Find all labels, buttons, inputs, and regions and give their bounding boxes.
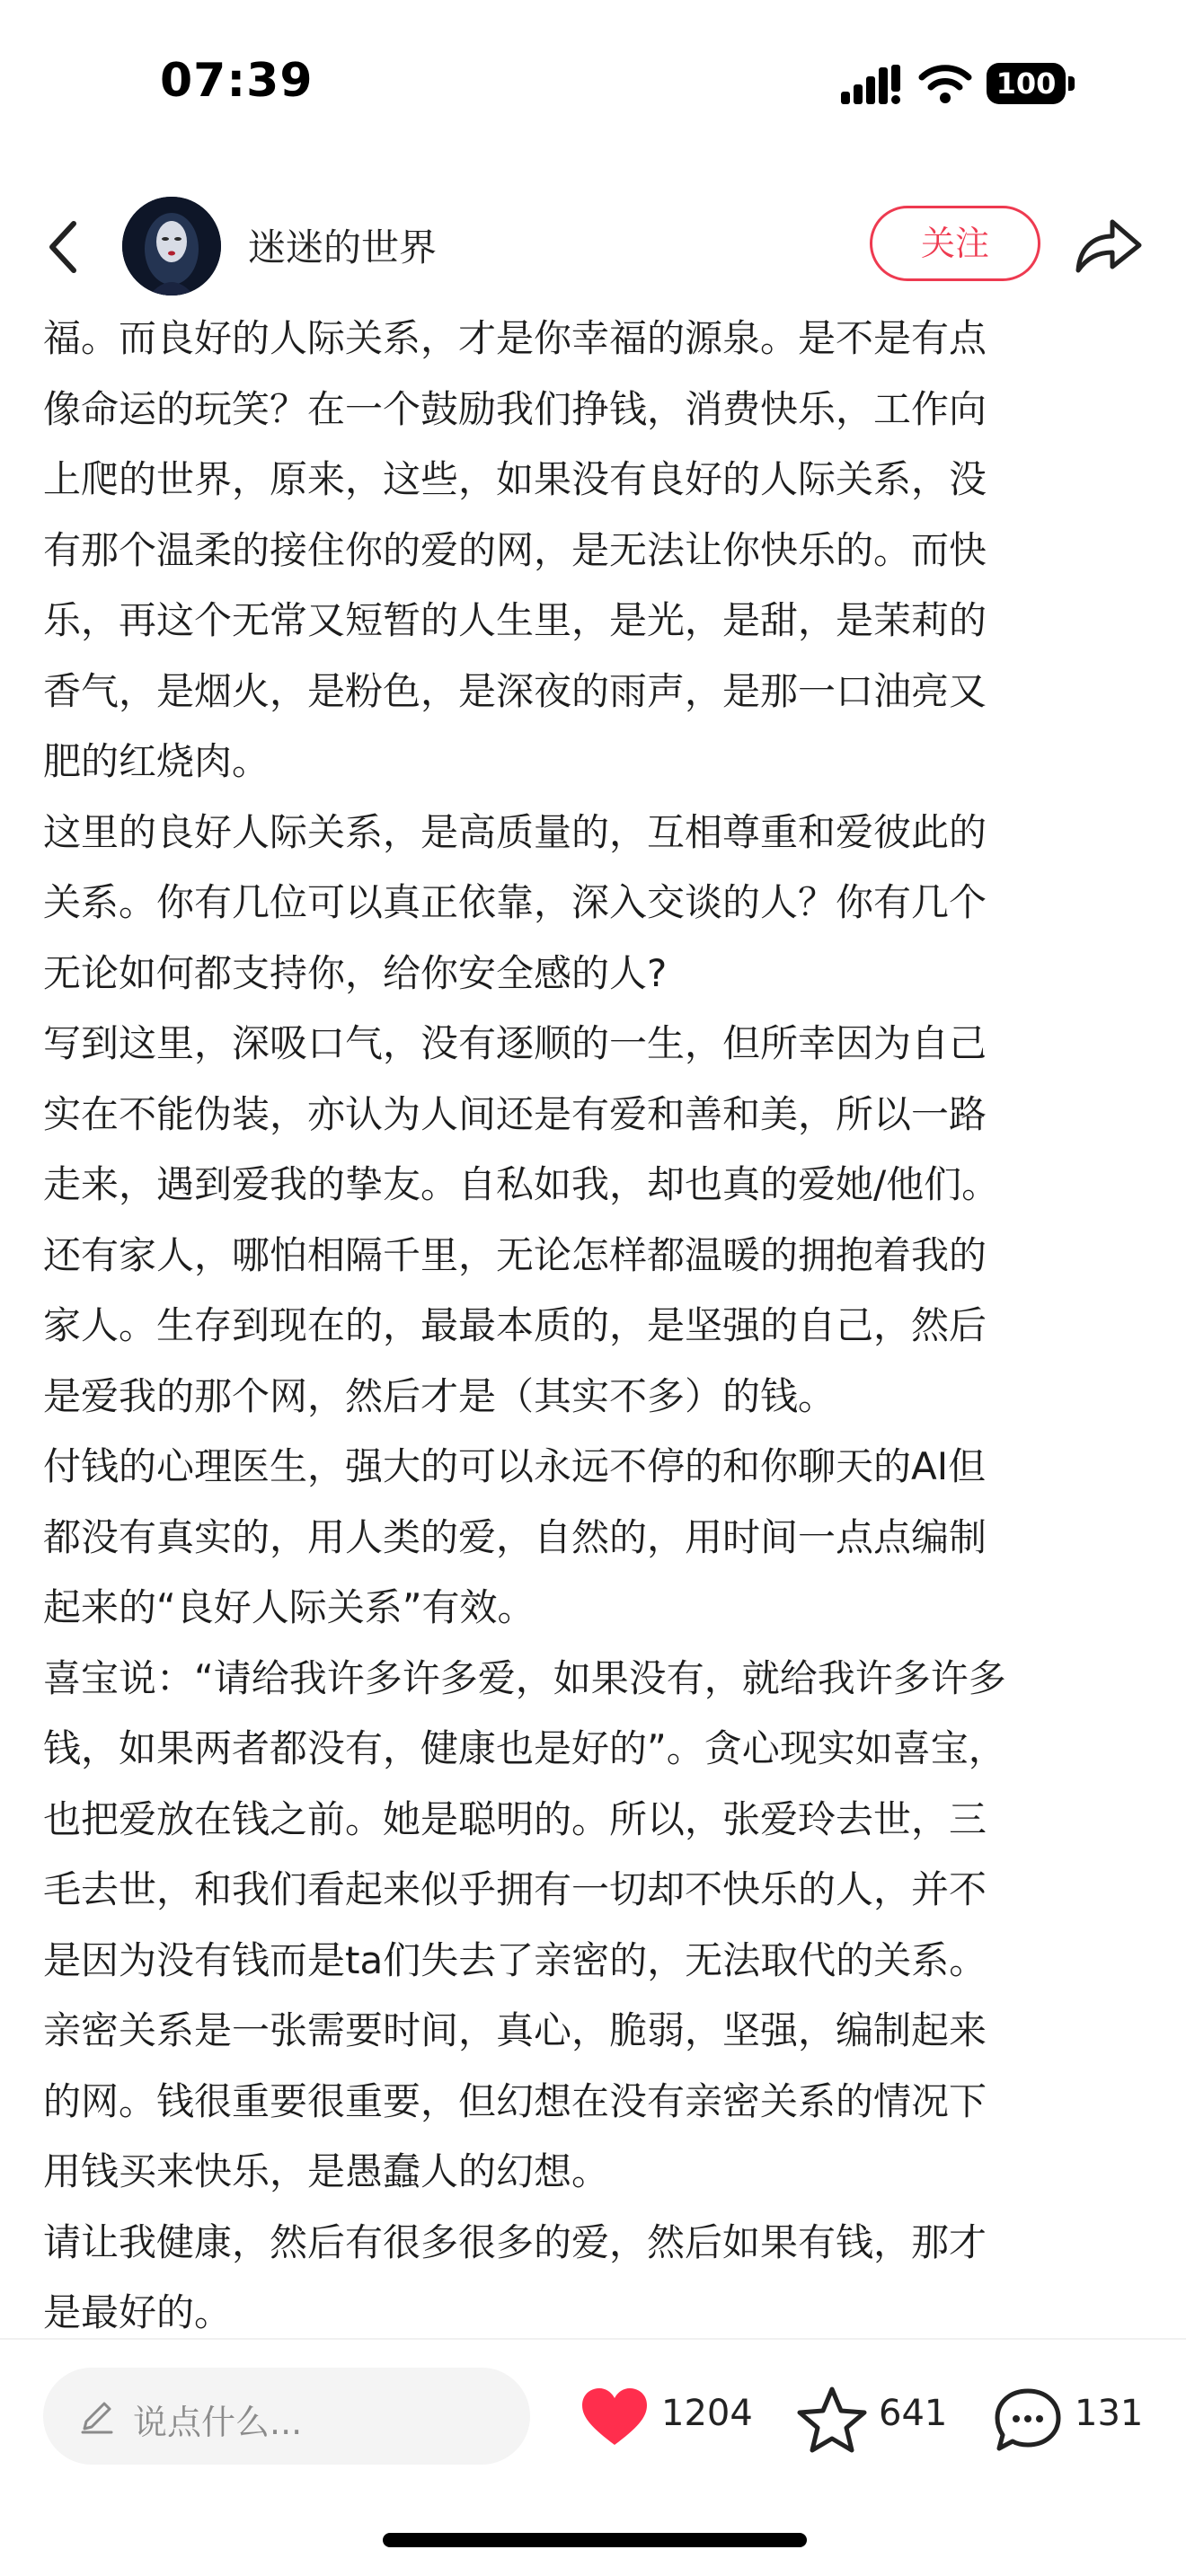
article-line: 都没有真实的，用人类的爱，自然的，用时间一点点编制 [43,1514,987,1559]
bottom-divider [0,2338,1186,2340]
home-indicator[interactable] [383,2533,807,2547]
like-count: 1204 [661,2393,753,2434]
article-line: 这里的良好人际关系，是高质量的，互相尊重和爱彼此的 [43,809,987,854]
back-arrow-icon[interactable] [36,211,90,283]
article-line: 亲密关系是一张需要时间，真心，脆弱，坚强，编制起来 [43,2008,987,2052]
author-avatar[interactable] [122,197,221,296]
article-line: 还有家人，哪怕相隔千里，无论怎样都温暖的拥抱着我的 [43,1232,987,1277]
comment-bubble-icon [992,2386,1064,2454]
cellular-signal-icon [841,65,900,104]
article-line: 实在不能伪装，亦认为人间还是有爱和善和美，所以一路 [43,1091,987,1136]
heart-icon [579,2386,651,2448]
article-line: 的网。钱很重要很重要，但幻想在没有亲密关系的情况下 [43,2078,987,2123]
article-line: 有那个温柔的接住你的爱的网，是无法让你快乐的。而快 [43,527,987,572]
collect-button[interactable] [796,2371,958,2461]
article-line: 走来，遇到爱我的挚友。自私如我，却也真的爱她/他们。 [43,1162,1000,1206]
article-line: 上爬的世界，原来，这些，如果没有良好的人际关系，没 [43,457,987,501]
article-line: 家人。生存到现在的，最最本质的，是坚强的自己，然后 [43,1303,987,1347]
pencil-icon [77,2396,117,2436]
comment-placeholder: 说点什么... [133,2403,303,2442]
wifi-icon [918,63,972,104]
article-line: 也把爱放在钱之前。她是聪明的。所以，张爱玲去世，三 [43,1796,987,1841]
battery-level: 100 [996,66,1057,101]
article-line: 写到这里，深吸口气，没有逐顺的一生，但所幸因为自己 [43,1021,987,1065]
comment-button[interactable] [992,2371,1145,2461]
article-line: 像命运的玩笑？在一个鼓励我们挣钱，消费快乐，工作向 [43,386,987,431]
article-line: 乐，再这个无常又短暂的人生里，是光，是甜，是茉莉的 [43,598,987,642]
follow-button[interactable]: 关注 [870,206,1040,281]
star-icon [796,2386,868,2454]
post-header [0,193,1186,301]
article-line: 请让我健康，然后有很多很多的爱，然后如果有钱，那才 [43,2219,987,2264]
article-line: 肥的红烧肉。 [43,739,270,783]
avatar-portrait-icon [122,197,221,296]
article-line: 钱，如果两者都没有，健康也是好的”。贪心现实如喜宝， [43,1726,1006,1770]
article-line: 起来的“良好人际关系”有效。 [43,1585,535,1629]
article-line: 是爱我的那个网，然后才是（其实不多）的钱。 [43,1373,836,1418]
like-button[interactable] [579,2371,758,2461]
article-line: 付钱的心理医生，强大的可以永远不停的和你聊天的AI但 [43,1444,987,1488]
status-time: 07:39 [160,54,314,108]
comment-count: 131 [1075,2393,1144,2434]
article-line: 是最好的。 [43,2290,233,2334]
battery-indicator [987,63,1076,104]
comment-input[interactable] [43,2368,530,2465]
article-line: 用钱买来快乐，是愚蠢人的幻想。 [43,2149,610,2193]
article-line: 毛去世，和我们看起来似乎拥有一切却不快乐的人，并不 [43,1867,987,1911]
article-body [43,304,1157,2349]
share-icon[interactable] [1071,211,1145,279]
article-line: 关系。你有几位可以真正依靠，深入交谈的人？你有几个 [43,880,987,924]
article-line: 无论如何都支持你，给你安全感的人? [43,950,668,995]
article-line: 喜宝说：“请给我许多许多爱，如果没有，就给我许多许多 [43,1655,1006,1700]
article-line: 福。而良好的人际关系，才是你幸福的源泉。是不是有点 [43,316,987,360]
article-line: 香气，是烟火，是粉色，是深夜的雨声，是那一口油亮又 [43,668,987,713]
author-name[interactable]: 迷迷的世界 [248,225,438,269]
battery-tip [1068,76,1075,91]
article-line: 是因为没有钱而是ta们失去了亲密的，无法取代的关系。 [43,1937,987,1982]
status-bar [0,0,1186,171]
collect-count: 641 [879,2393,948,2434]
